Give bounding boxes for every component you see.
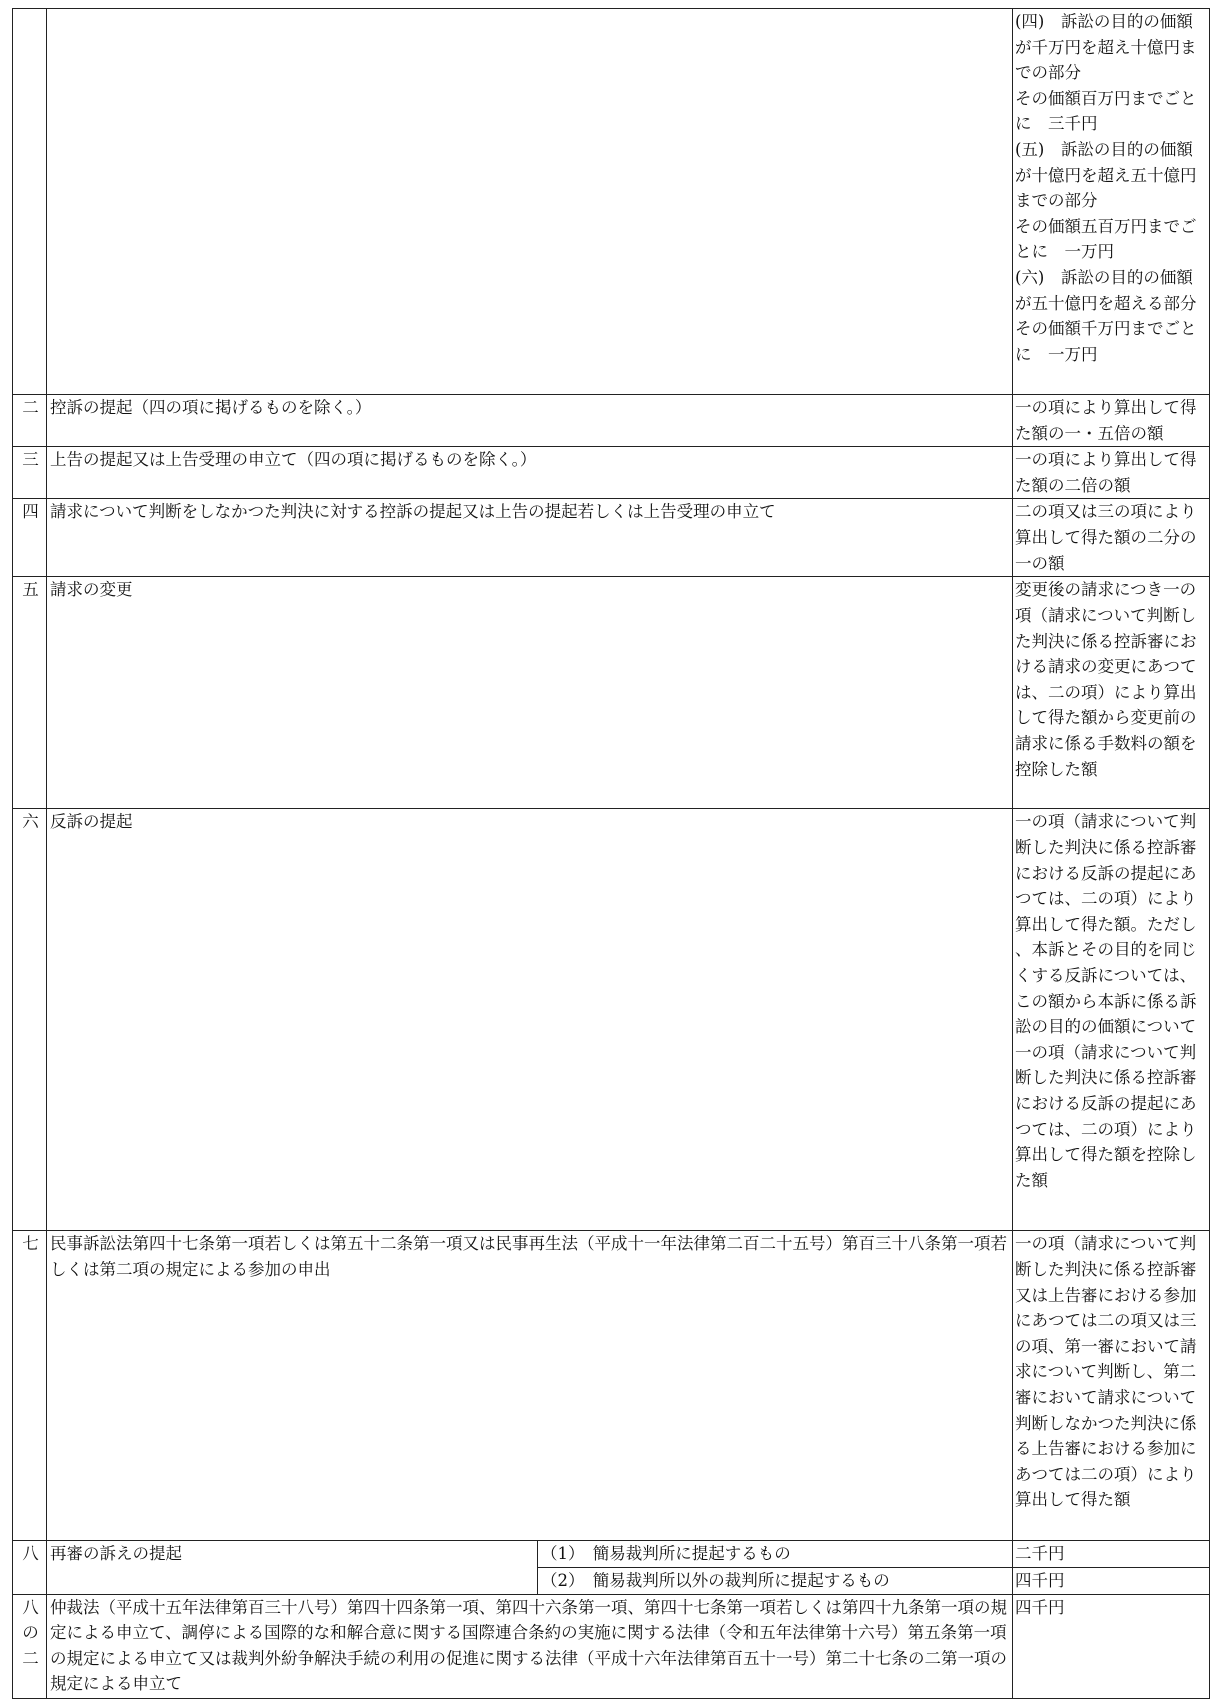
row-number: 四 [13,499,47,577]
table-row [13,1541,1210,1568]
table-row [13,447,1210,499]
row-number: 八の二 [13,1594,47,1698]
row-number: 六 [13,809,47,1231]
item-description: 控訴の提起（四の項に掲げるものを除く。） [47,395,1013,447]
item-description: 再審の訴えの提起 [47,1541,538,1594]
item-description: 請求について判断をしなかつた判決に対する控訴の提起又は上告の提起若しくは上告受理の申立て [47,499,1013,577]
table-row [13,499,1210,577]
row-number: 三 [13,447,47,499]
row-number: 八 [13,1541,47,1594]
fee-cell: 一の項により算出して得た額の二倍の額 [1013,447,1210,499]
item-description: 反訴の提起 [47,809,1013,1231]
table-row [13,577,1210,809]
fee-cell: 一の項により算出して得た額の一・五倍の額 [1013,395,1210,447]
fee-line: (六) 訴訟の目的の価額が五十億円を超える部分 [1015,267,1197,313]
fee-cell [1013,9,1210,395]
fee-line: (四) 訴訟の目的の価額が千万円を超え十億円までの部分 [1015,12,1197,83]
item-description: 上告の提起又は上告受理の申立て（四の項に掲げるものを除く。） [47,447,1013,499]
table-row [13,9,1210,395]
fee-line: その価額百万円までごとに 三千円 [1015,88,1197,134]
fee-line: その価額五百万円までごとに 一万円 [1015,216,1197,262]
fee-cell: 一の項（請求について判断した判決に係る控訴審における反訴の提起にあつては、二の項）により算出して得た額。ただし、本訴とその目的を同じくする反訴については、この額から本訴に係る訴訟の目的の価額について一の項（請求について判断した判決に係る控訴審における反訴の提起にあつては、二の項）により算出して得た額を控除した額 [1013,809,1210,1231]
row-number: 五 [13,577,47,809]
row-number [13,9,47,395]
fee-cell: 四千円 [1013,1567,1210,1594]
fee-line: (五) 訴訟の目的の価額が十億円を超え五十億円までの部分 [1015,139,1197,211]
sub-item-label: （2） 簡易裁判所以外の裁判所に提起するもの [538,1567,1013,1594]
fee-cell: 四千円 [1013,1594,1210,1698]
table-row [13,395,1210,447]
fee-cell: 一の項（請求について判断した判決に係る控訴審又は上告審における参加にあつては二の項又は三の項、第一審において請求について判断し、第二審において請求について判断しなかつた判決に係る上告審における参加にあつては二の項）により算出して得た額 [1013,1231,1210,1541]
row-number: 七 [13,1231,47,1541]
item-description: 請求の変更 [47,577,1013,809]
sub-item-label: （1） 簡易裁判所に提起するもの [538,1541,1013,1568]
table-row [13,1594,1210,1698]
item-description [47,9,1013,395]
table-row [13,809,1210,1231]
fee-line: その価額千万円までごとに 一万円 [1015,319,1197,364]
fee-cell: 二千円 [1013,1541,1210,1568]
item-description: 民事訴訟法第四十七条第一項若しくは第五十二条第一項又は民事再生法（平成十一年法律第二百二十五号）第百三十八条第一項若しくは第二項の規定による参加の申出 [47,1231,1013,1541]
fee-schedule-table [12,8,1210,1699]
item-description: 仲裁法（平成十五年法律第百三十八号）第四十四条第一項、第四十六条第一項、第四十七条第一項若しくは第四十九条第一項の規定による申立て、調停による国際的な和解合意に関する国際連合条約の実施に関する法律（令和五年法律第十六号）第五条第一項の規定による申立て又は裁判外紛争解決手続の利用の促進に関する法律（平成十六年法律第百五十一号）第二十七条の二第一項の規定による申立て [47,1594,1013,1698]
fee-cell: 二の項又は三の項により算出して得た額の二分の一の額 [1013,499,1210,577]
fee-cell: 変更後の請求につき一の項（請求について判断した判決に係る控訴審における請求の変更にあつては、二の項）により算出して得た額から変更前の請求に係る手数料の額を控除した額 [1013,577,1210,809]
row-number: 二 [13,395,47,447]
table-row [13,1231,1210,1541]
